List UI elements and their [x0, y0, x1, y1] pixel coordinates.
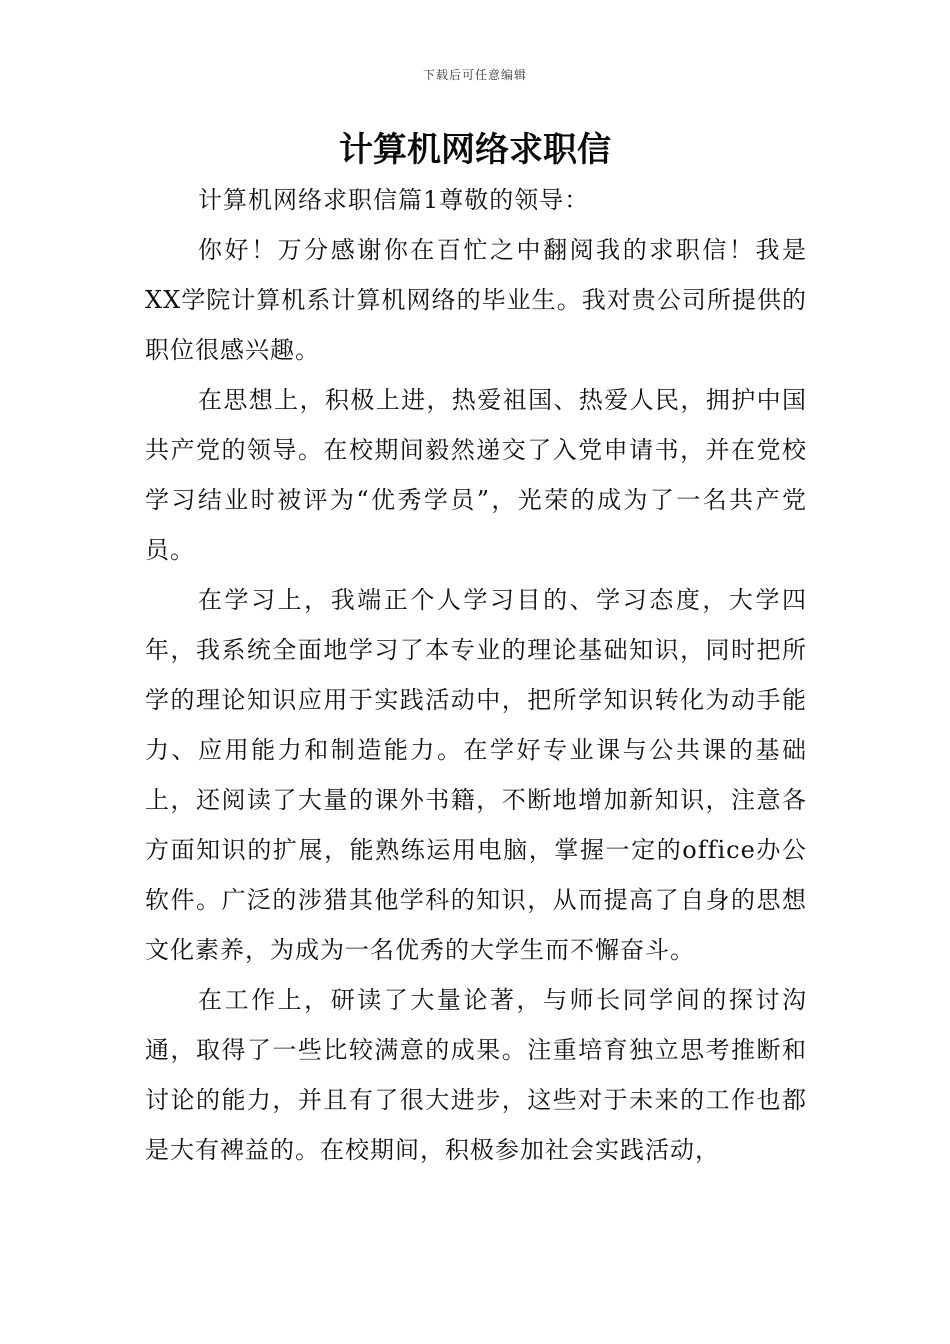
paragraph-greeting: 计算机网络求职信篇1尊敬的领导： [198, 186, 590, 214]
document-title: 计算机网络求职信 [339, 130, 611, 170]
header-note: 下载后可任意编辑 [422, 68, 527, 82]
paragraph-study: 在学习上，我端正个人学习目的、学习态度，大学四年，我系统全面地学习了本专业的理论基础知识，同时把所学的理论知识应用于实践活动中，把所学知识转化为动手能力、应用能力和制造能力。在学好专业课与公共课的基础上，还阅读了大量的课外书籍，不断地增加新知识，注意各方面知识的扩展，能熟练运用电脑，掌握一定的office办公软件。广泛的涉猎其他学科的知识，从而提高了自身的思想文化素养，为成为一名优秀的大学生而不懈奋斗。 [145, 586, 807, 964]
paragraph-work: 在工作上，研读了大量论著，与师长同学间的探讨沟通，取得了一些比较满意的成果。注重培育独立思考推断和讨论的能力，并且有了很大进步，这些对于未来的工作也都是大有裨益的。在校期间，积极参加社会实践活动， [145, 986, 807, 1164]
paragraph-introduction: 你好！万分感谢你在百忙之中翻阅我的求职信！我是XX学院计算机系计算机网络的毕业生。我对贵公司所提供的职位很感兴趣。 [145, 236, 807, 364]
document-body [145, 175, 807, 1175]
paragraph-ideology: 在思想上，积极上进，热爱祖国、热爱人民，拥护中国共产党的领导。在校期间毅然递交了入党申请书，并在党校学习结业时被评为“优秀学员”，光荣的成为了一名共产党员。 [145, 386, 807, 564]
